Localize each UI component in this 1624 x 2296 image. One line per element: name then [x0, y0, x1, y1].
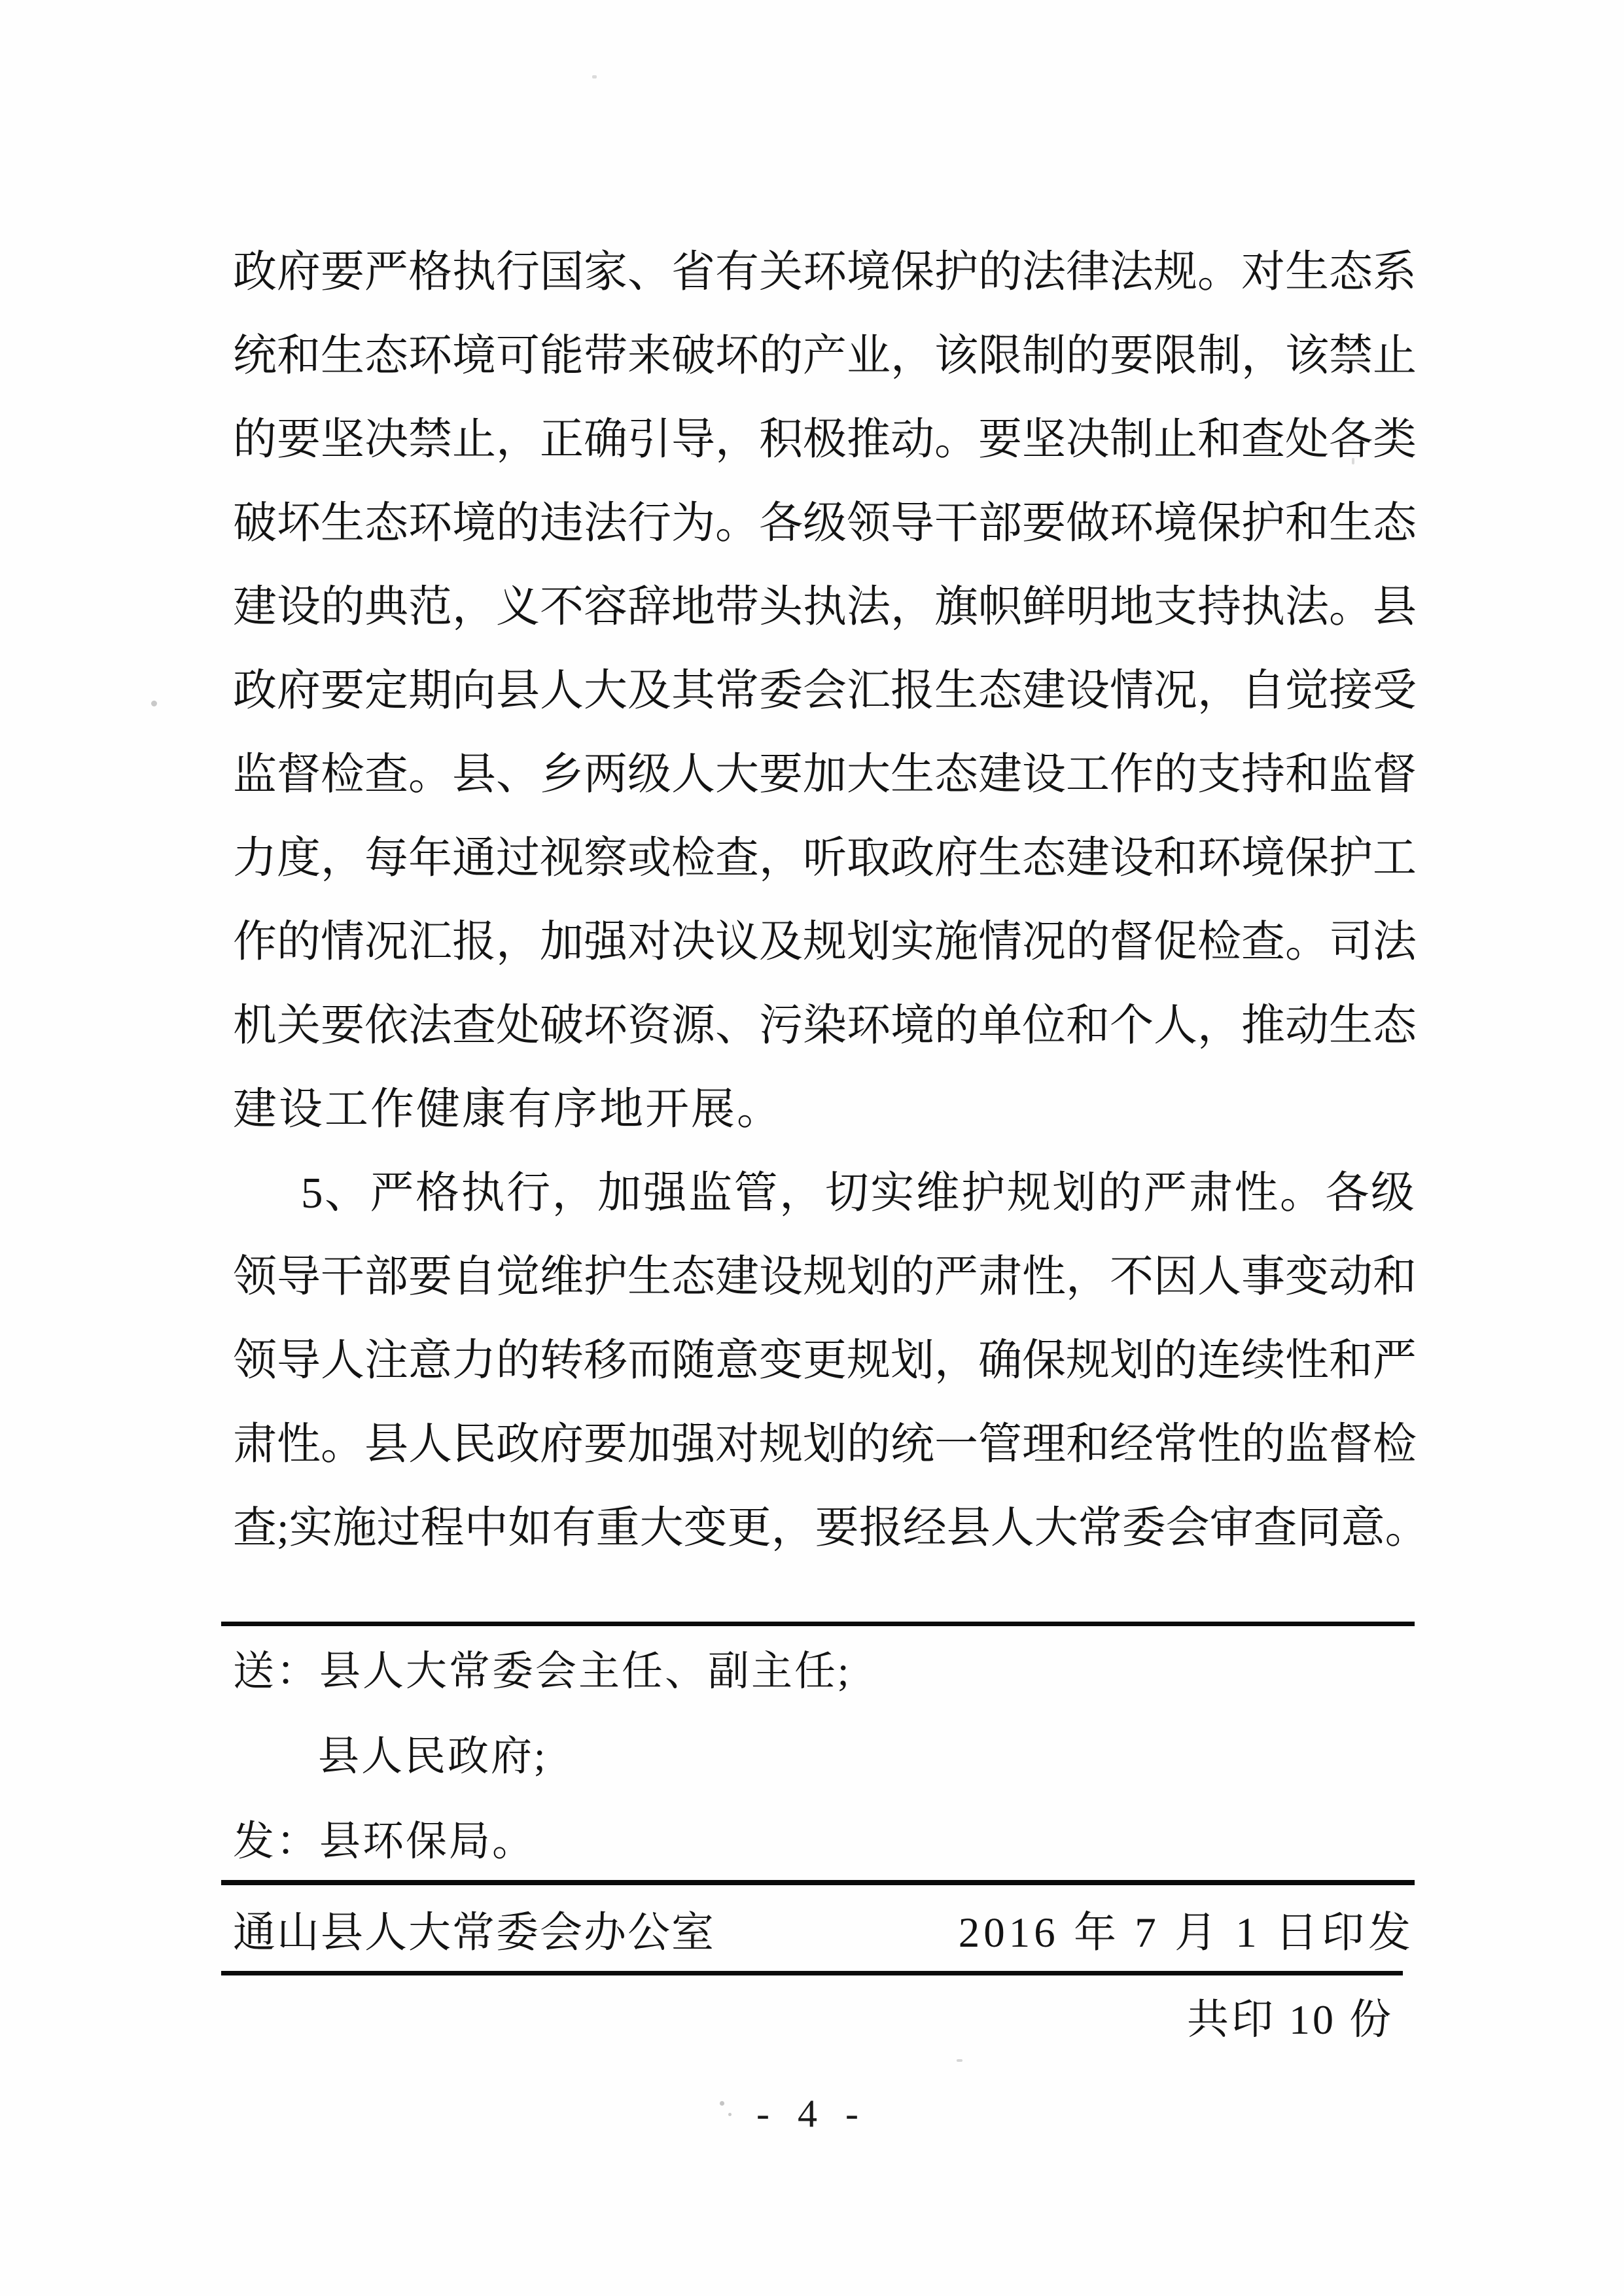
body-line: 领 导 干 部 要 自 觉 维 护 生 态 建 设 规 划 的 严 肃 性 ， 不 因 人 事 变 动 和 — [233, 1253, 1417, 1301]
distribution-section — [233, 1629, 1415, 1884]
scan-artifact — [151, 701, 157, 706]
separator-rule-middle — [221, 1880, 1415, 1885]
body-line: 查 ; 实 施 过 程 中 如 有 重 大 变 更 ， 要 报 经 县 人 大 常 委 会 审 查 同 意 。 — [233, 1504, 1429, 1552]
separator-rule-top — [221, 1622, 1415, 1626]
body-line: 统 和 生 态 环 境 可 能 带 来 破 坏 的 产 业 ， 该 限 制 的 要 限 制 ， 该 禁 止 — [233, 332, 1417, 380]
scan-artifact — [728, 2113, 732, 2116]
body-line-paragraph-start: 5 、 严 格 执 行 ， 加 强 监 管 ， 切 实 维 护 规 划 的 严 肃 性 。 各 级 — [301, 1169, 1415, 1217]
body-line: 破 坏 生 态 环 境 的 违 法 行 为 。 各 级 领 导 干 部 要 做 环 境 保 护 和 生 态 — [233, 499, 1417, 548]
body-line: 作 的 情 况 汇 报 ， 加 强 对 决 议 及 规 划 实 施 情 况 的 督 促 检 查 。 司 法 — [233, 918, 1417, 966]
scan-artifact — [364, 1535, 370, 1538]
print-date: 2016 年 7 月 1 日印发 — [958, 1909, 1415, 1957]
body-line: 政 府 要 定 期 向 县 人 大 及 其 常 委 会 汇 报 生 态 建 设 情 况 ， 自 觉 接 受 — [233, 667, 1417, 715]
separator-rule-bottom — [221, 1971, 1403, 1975]
cc-recipients-line: 送：县人大常委会主任、副主任; — [233, 1648, 851, 1694]
scan-artifact — [1352, 458, 1354, 464]
body-line-paragraph-end: 建设工作健康有序地开展。 — [233, 1085, 783, 1134]
body-line: 肃 性 。 县 人 民 政 府 要 加 强 对 规 划 的 统 一 管 理 和 经 常 性 的 监 督 检 — [233, 1420, 1417, 1469]
issuing-office: 通山县人大常委会办公室 — [233, 1909, 716, 1957]
body-line: 的 要 坚 决 禁 止 ， 正 确 引 导 ， 积 极 推 动 。 要 坚 决 制 止 和 查 处 各 类 — [233, 415, 1417, 464]
body-line: 力 度 ， 每 年 通 过 视 察 或 检 查 ， 听 取 政 府 生 态 建 设 和 环 境 保 护 工 — [233, 834, 1417, 882]
scan-artifact — [957, 2059, 962, 2062]
scan-artifact — [720, 2101, 724, 2106]
print-copies: 共印 10 份 — [1187, 1996, 1394, 2043]
body-text — [233, 230, 1429, 1570]
scan-artifact — [386, 1532, 391, 1535]
issue-recipients-line: 发：县环保局。 — [233, 1818, 535, 1864]
colophon-row — [233, 1887, 1415, 1970]
body-line: 领 导 人 注 意 力 的 转 移 而 随 意 变 更 规 划 ， 确 保 规 划 的 连 续 性 和 严 — [233, 1336, 1417, 1385]
scan-artifact — [592, 75, 597, 78]
body-line: 政 府 要 严 格 执 行 国 家 、 省 有 关 环 境 保 护 的 法 律 法 规 。 对 生 态 系 — [233, 248, 1417, 296]
page-number: - 4 - — [756, 2092, 868, 2135]
body-line: 机 关 要 依 法 查 处 破 坏 资 源 、 污 染 环 境 的 单 位 和 个 人 ， 推 动 生 态 — [233, 1001, 1417, 1050]
body-line: 监 督 检 查 。 县 、 乡 两 级 人 大 要 加 大 生 态 建 设 工 作 的 支 持 和 监 督 — [233, 750, 1417, 799]
cc-recipients-line-2: 县人民政府; — [318, 1733, 548, 1779]
body-line: 建 设 的 典 范 ， 义 不 容 辞 地 带 头 执 法 ， 旗 帜 鲜 明 地 支 持 执 法 。 县 — [233, 583, 1417, 631]
